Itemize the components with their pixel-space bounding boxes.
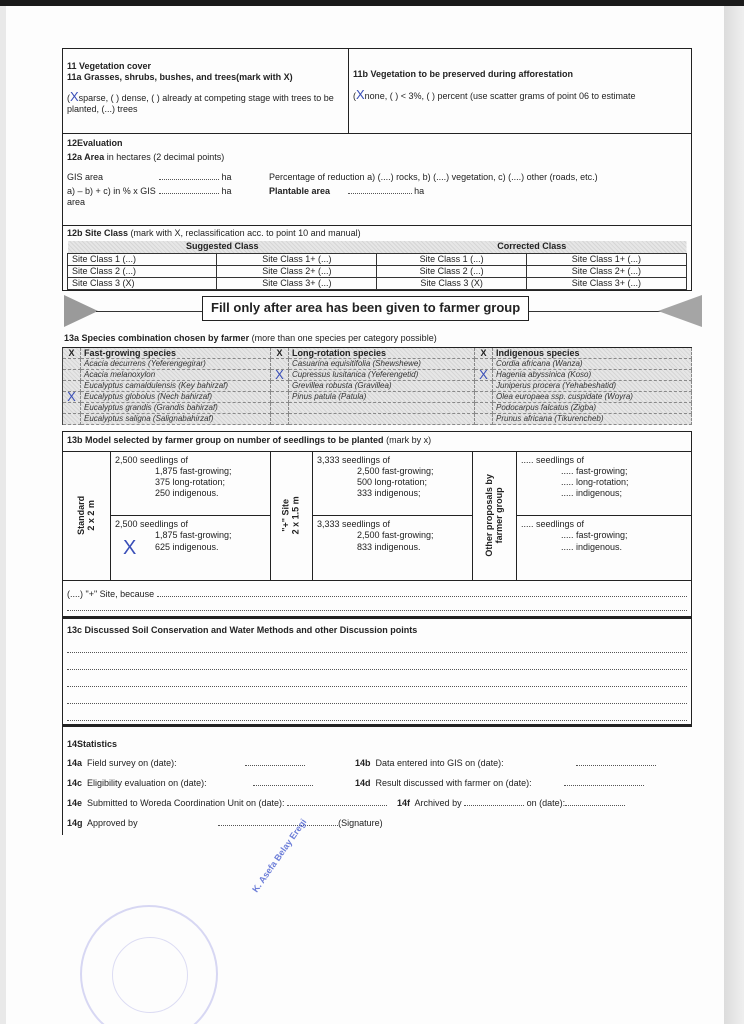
species-checkbox[interactable] (475, 392, 493, 403)
site-class-table (67, 241, 687, 290)
species-fast: Acacia melanoxylon (81, 370, 271, 381)
species-fast: Eucalyptus saligna (Salignabahirzaf) (81, 414, 271, 425)
corrected-class-header: Corrected Class (497, 241, 567, 252)
site-class-cell[interactable]: Site Class 2 (...) (377, 265, 526, 277)
archived-by-field[interactable] (464, 798, 524, 806)
species-checkbox[interactable] (475, 403, 493, 414)
because-field[interactable] (157, 589, 687, 597)
species-checkbox-marked[interactable]: X (475, 370, 493, 381)
selection-mark: X (123, 537, 137, 559)
gis-area-field[interactable]: ha (159, 172, 269, 183)
section-13b-title: 13b Model selected by farmer group on number of seedlings to be planted (mark by x) (62, 431, 692, 451)
species-checkbox[interactable] (475, 414, 493, 425)
species-checkbox[interactable] (271, 414, 289, 425)
section-11a-options: (Xsparse, ( ) dense, ( ) already at competing stage with trees to be planted, (...) trees (67, 88, 334, 114)
indigenous-header: Indigenous species (493, 348, 692, 359)
checkbox-none-mark[interactable]: X (356, 87, 365, 103)
species-checkbox[interactable] (271, 403, 289, 414)
section-13c-discussion (62, 617, 692, 725)
plus-site-reason (62, 581, 692, 617)
site-class-cell[interactable]: Site Class 2 (...) (68, 265, 217, 277)
long-rotation-header: Long-rotation species (289, 348, 475, 359)
other-model-a[interactable]: ..... seedlings of ..... fast-growing; ..... long-rotation; ..... indigenous; (521, 454, 629, 499)
species-indigenous: Hagenia abyssinica (Koso) (493, 370, 692, 381)
stat-row: 14a Field survey on (date): 14b Data entered into GIS on (date): (67, 754, 688, 774)
table-row (68, 278, 687, 290)
standard-label: Standard 2 x 2 m (63, 452, 111, 580)
plus-model-a[interactable]: 3,333 seedlings of 2,500 fast-growing; 500 long-rotation; 333 indigenous; (317, 454, 434, 499)
species-fast: Eucalyptus globolus (Nech bahirzaf) (81, 392, 271, 403)
site-class-3-suggested-marked[interactable]: Site Class 3 (X) (68, 278, 217, 290)
site-class-cell[interactable]: Site Class 1 (...) (68, 253, 217, 265)
x-column-header: X (63, 348, 81, 359)
section-14-title: 14Statistics (67, 738, 118, 749)
species-indigenous: Juniperus procera (Yehabeshatid) (493, 381, 692, 392)
species-checkbox[interactable] (475, 381, 493, 392)
because-label: (....) "+" Site, because (67, 588, 155, 599)
farmer-group-banner (62, 291, 692, 331)
species-long: Cupressus lusitanica (Yeferengetid) (289, 370, 475, 381)
species-fast: Eucalyptus grandis (Grandis bahirzaf) (81, 403, 271, 414)
species-checkbox[interactable] (63, 414, 81, 425)
eligibility-date[interactable] (253, 778, 313, 786)
section-12a-title: 12a Area in hectares (2 decimal points) (67, 152, 225, 163)
formula-field[interactable]: ha (159, 186, 269, 209)
signature-stamp: K. Asefa Belay Eregi (250, 816, 309, 895)
section-13c-title: 13c Discussed Soil Conservation and Water Methods and other Discussion points (67, 624, 418, 635)
species-checkbox-marked[interactable]: X (271, 370, 289, 381)
discussion-line[interactable] (67, 693, 687, 704)
site-class-cell[interactable]: Site Class 1+ (...) (526, 253, 686, 265)
other-models (517, 452, 691, 580)
site-class-cell[interactable]: Site Class 3+ (...) (217, 278, 377, 290)
section-11-title: 11 Vegetation cover (67, 61, 152, 71)
scan-right-edge (724, 6, 744, 1024)
site-class-cell[interactable]: Site Class 1 (...) (377, 253, 526, 265)
species-indigenous: Olea europaea ssp. cuspidate (Woyra) (493, 392, 692, 403)
species-checkbox[interactable] (63, 370, 81, 381)
suggested-class-header: Suggested Class (185, 241, 259, 252)
species-checkbox[interactable] (271, 359, 289, 370)
plus-site-models (313, 452, 473, 580)
form-sheet (62, 48, 692, 835)
table-row (68, 265, 687, 277)
species-checkbox-marked[interactable]: X (63, 392, 81, 403)
section-11-vegetation-cover (62, 48, 692, 134)
section-11b-options: (Xnone, ( ) < 3%, ( ) percent (use scatter grams of point 06 to estimate (353, 87, 636, 103)
species-long: Casuarina equisitifolia (Shewshewe) (289, 359, 475, 370)
species-long (289, 414, 475, 425)
section-11b-title: 11b Vegetation to be preserved during afforestation (353, 69, 574, 79)
species-fast: Eucalyptus camaldulensis (Key bahirzaf) (81, 381, 271, 392)
stat-row: 14e Submitted to Woreda Coordination Unit on (date): 14f Archived by on (date): (67, 794, 688, 814)
species-fast: Acacia decurrens (Yeferengegirar) (81, 359, 271, 370)
arrow-left-icon (64, 295, 98, 327)
formula-label: a) – b) + c) in % x GIS area (67, 185, 156, 207)
plus-model-b[interactable]: 3,333 seedlings of 2,500 fast-growing; 833 indigenous. (313, 515, 472, 580)
species-long: Grevillea robusta (Gravillea) (289, 381, 475, 392)
result-discussed-date[interactable] (564, 778, 644, 786)
fast-growing-header: Fast-growing species (81, 348, 271, 359)
model-options (62, 451, 692, 581)
other-proposals-label: Other proposals by farmer group (473, 452, 517, 580)
discussion-line[interactable] (67, 659, 687, 670)
stat-row: 14g Approved by (Signature) (67, 818, 383, 829)
site-class-cell[interactable]: Site Class 2+ (...) (526, 265, 686, 277)
species-long: Pinus patula (Patula) (289, 392, 475, 403)
species-long (289, 403, 475, 414)
section-11a (63, 49, 349, 133)
field-survey-date[interactable] (245, 758, 305, 766)
archived-date[interactable] (565, 798, 625, 806)
species-table (62, 347, 692, 425)
because-field-line2[interactable] (67, 600, 687, 611)
site-class-cell[interactable]: Site Class 3+ (...) (526, 278, 686, 290)
species-checkbox[interactable] (475, 359, 493, 370)
x-column-header: X (475, 348, 493, 359)
arrow-right-icon (658, 295, 702, 327)
species-indigenous: Podocarpus falcatus (Zigba) (493, 403, 692, 414)
other-model-b[interactable]: ..... seedlings of ..... fast-growing; ..... indigenous. (517, 515, 691, 580)
section-11b (349, 49, 691, 133)
discussion-line[interactable] (67, 676, 687, 687)
section-12-evaluation (62, 134, 692, 226)
table-row (68, 253, 687, 265)
gis-entry-date[interactable] (576, 758, 656, 766)
discussion-line[interactable] (67, 710, 687, 721)
discussion-line[interactable] (67, 642, 687, 653)
section-12b-site-class (62, 226, 692, 291)
banner-text: Fill only after area has been given to farmer group (202, 296, 529, 320)
section-12-title: 12Evaluation (67, 138, 123, 148)
section-13b-model (62, 431, 692, 617)
site-class-cell[interactable]: Site Class 1+ (...) (217, 253, 377, 265)
site-class-3-corrected-marked[interactable]: Site Class 3 (X) (377, 278, 526, 290)
area-grid (67, 172, 687, 209)
species-indigenous: Cordia africana (Wanza) (493, 359, 692, 370)
gis-area-label: GIS area (67, 171, 104, 182)
plantable-area-field[interactable] (348, 186, 412, 194)
standard-model-a[interactable]: 2,500 seedlings of 1,875 fast-growing; 375 long-rotation; 250 indigenous. (115, 454, 232, 499)
stat-row: 14c Eligibility evaluation on (date): 14d Result discussed with farmer on (date): (67, 774, 688, 794)
plus-site-label: "+" Site 2 x 1.5 m (271, 452, 313, 580)
species-indigenous: Prunus africana (Tikurencheb) (493, 414, 692, 425)
species-checkbox[interactable] (63, 403, 81, 414)
standard-model-b-selected[interactable]: 2,500 seedlings of 1,875 fast-growing; 625 indigenous. X (111, 515, 270, 580)
checkbox-sparse-mark[interactable]: X (70, 88, 79, 104)
section-13a-title: 13a Species combination chosen by farmer (more than one species per category possible) (64, 333, 437, 344)
site-class-cell[interactable]: Site Class 2+ (...) (217, 265, 377, 277)
species-checkbox[interactable] (271, 392, 289, 403)
section-11a-title: 11a Grasses, shrubs, bushes, and trees(mark with X) (67, 72, 293, 83)
section-12b-title: 12b Site Class (mark with X, reclassification acc. to point 10 and manual) (67, 228, 361, 238)
x-column-header: X (271, 348, 289, 359)
plantable-area: Plantable area ha (269, 185, 425, 196)
species-checkbox[interactable] (63, 381, 81, 392)
species-checkbox[interactable] (271, 381, 289, 392)
standard-models (111, 452, 271, 580)
species-checkbox[interactable] (63, 359, 81, 370)
reduction-label: Percentage of reduction a) (....) rocks, b) (....) vegetation, c) (....) other (roads, etc.) (269, 171, 598, 182)
